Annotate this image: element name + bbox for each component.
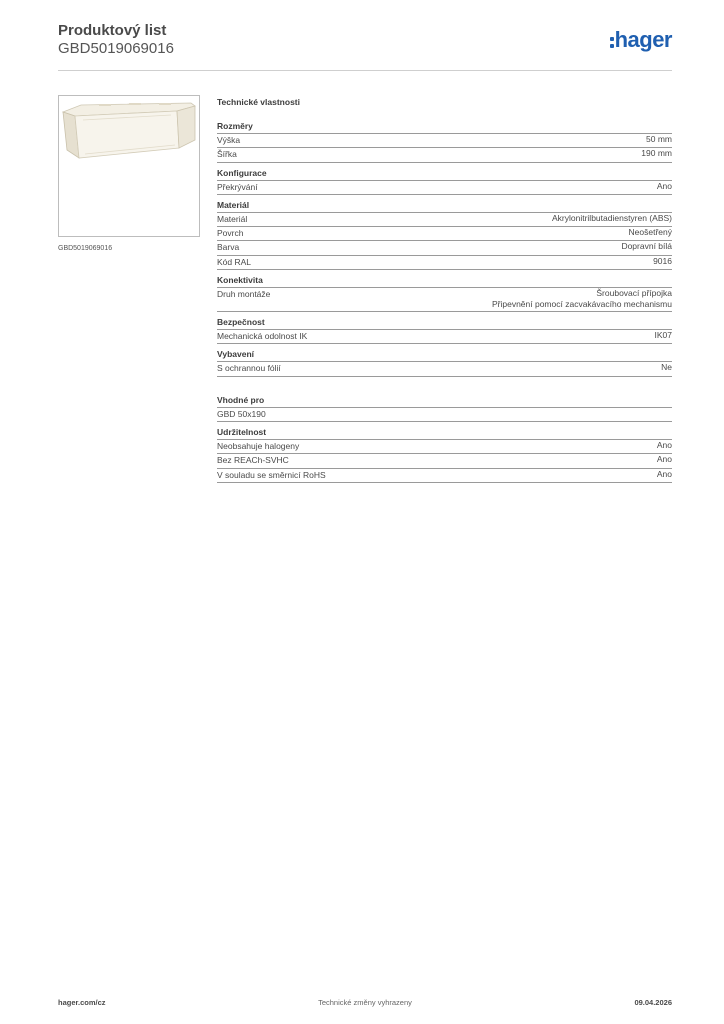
spec-value-line: Ano	[656, 454, 672, 465]
spec-group-title: Rozměry	[217, 121, 672, 134]
spec-value	[653, 256, 672, 269]
spec-group	[217, 349, 672, 376]
spec-label: Povrch	[217, 228, 244, 239]
spec-value	[646, 134, 672, 147]
spec-row	[217, 181, 672, 195]
product-code: GBD5019069016	[58, 40, 174, 57]
spec-row	[217, 227, 672, 241]
spec-row	[217, 454, 672, 468]
spec-value	[492, 288, 672, 310]
spec-label: V souladu se směrnicí RoHS	[217, 469, 326, 480]
page-header	[58, 22, 672, 71]
spec-label: Překrývání	[217, 181, 258, 192]
spec-value	[657, 454, 672, 467]
hager-logo: hager	[610, 27, 672, 53]
spec-row	[217, 330, 672, 344]
footer-date: 09.04.2026	[634, 998, 672, 1007]
spec-value-line: 9016	[653, 255, 672, 266]
spec-value-line: 50 mm	[646, 134, 672, 144]
spec-label: Bez REACh-SVHC	[217, 455, 289, 466]
product-image	[58, 95, 200, 237]
spec-value-line: Šroubovací přípojka	[596, 288, 672, 299]
spec-value-line: Ano	[656, 439, 672, 450]
spec-row	[217, 288, 672, 312]
spec-group	[217, 121, 672, 163]
spec-group-title: Vhodné pro	[217, 395, 672, 408]
spec-row	[217, 469, 672, 483]
spec-group	[217, 200, 672, 270]
spec-label: Výška	[217, 135, 241, 145]
technical-specs	[217, 96, 672, 483]
spec-label: Materiál	[217, 213, 248, 224]
spec-row	[217, 256, 672, 270]
spec-value-line: 190 mm	[641, 148, 672, 159]
spec-group-title: Konektivita	[217, 275, 672, 288]
spec-group	[217, 427, 672, 483]
spec-value	[657, 440, 672, 453]
spec-value	[657, 469, 672, 482]
spec-label: GBD 50x190	[217, 408, 266, 419]
spec-row	[217, 134, 672, 148]
logo-dots-icon	[610, 33, 614, 47]
spec-value-line: Neošetřený	[628, 227, 672, 238]
spec-row	[217, 362, 672, 376]
spec-group-title: Konfigurace	[217, 168, 672, 181]
spec-label: S ochrannou fólií	[217, 363, 281, 374]
spec-value-line: Ano	[656, 180, 672, 191]
spec-value	[621, 241, 672, 254]
spec-label: Kód RAL	[217, 256, 252, 267]
footer-website: hager.com/cz	[58, 998, 106, 1007]
spec-label: Mechanická odolnost IK	[217, 331, 308, 342]
spec-group-title: Udržitelnost	[217, 427, 672, 440]
spec-value	[629, 227, 672, 240]
image-caption: GBD5019069016	[58, 245, 113, 252]
spec-label: Neobsahuje halogeny	[217, 440, 300, 451]
spec-value-line: Ne	[661, 362, 672, 373]
spec-group-title: Vybavení	[217, 349, 672, 362]
spec-group-title: Bezpečnost	[217, 317, 672, 330]
spec-value	[657, 181, 672, 194]
spec-row	[217, 408, 672, 422]
spec-value	[641, 148, 672, 161]
cover-profile-icon	[59, 96, 200, 237]
spec-label: Barva	[217, 242, 240, 253]
spec-group	[217, 168, 672, 195]
spec-value-line: Akrylonitrilbutadienstyren (ABS)	[552, 212, 672, 223]
spec-row	[217, 148, 672, 162]
specs-title: Technické vlastnosti	[217, 97, 300, 107]
spec-row	[217, 241, 672, 255]
spec-row	[217, 440, 672, 454]
spec-value-line: Připevnění pomocí zacvakávacího mechanismu	[491, 299, 672, 310]
spec-value-line: IK07	[654, 330, 672, 341]
spec-value	[655, 330, 673, 343]
spec-value-line: Ano	[656, 468, 672, 479]
spec-group	[217, 275, 672, 312]
spec-label: Šířka	[217, 149, 237, 160]
spec-value	[661, 362, 672, 375]
spec-label: Druh montáže	[217, 289, 271, 300]
spec-group	[217, 317, 672, 344]
spec-group	[217, 395, 672, 422]
document-title: Produktový list	[58, 22, 167, 39]
footer-note: Technické změny vyhrazeny	[318, 998, 412, 1007]
spec-value-line: Dopravní bílá	[621, 241, 672, 252]
spec-group-title: Materiál	[217, 200, 672, 213]
spec-value	[552, 213, 672, 226]
spec-row	[217, 213, 672, 227]
